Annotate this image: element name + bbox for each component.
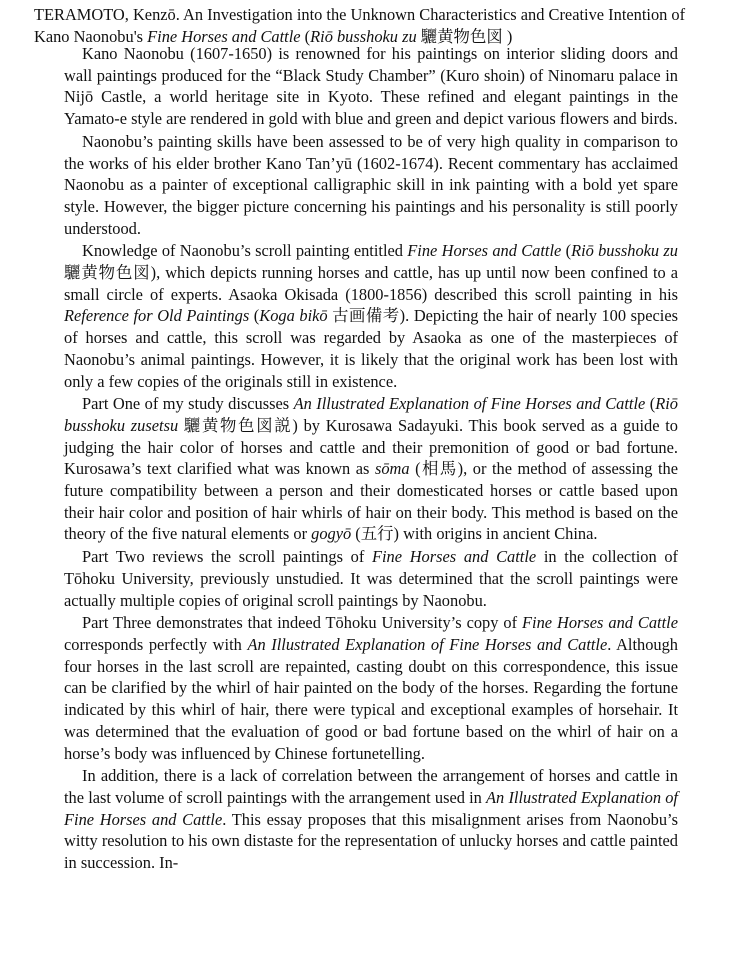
text-run: ( <box>561 241 572 261</box>
text-run: Part One of my study discusses <box>82 394 294 414</box>
text-run: 古画備考). Depicting the hair of nearly 100 species of horses and cattle, this scroll was regarded by Asaoka as one of the masterpieces of Naonobu’s animal paintings. However, it is likely that the original work has been lost with only a few copies of the originals still in existence. <box>64 306 678 391</box>
text-run: ( <box>645 394 656 414</box>
italic-text: An Illustrated Explanation of Fine Horses and Cattle <box>293 394 646 414</box>
text-run: 驪黄物色図), which depicts running horses and cattle, has up until now been confined to a small circle of experts. Asaoka Okisada (1800-1856) described this scroll painting in his <box>64 263 678 304</box>
article-heading <box>34 4 724 47</box>
text-run: . This essay proposes that this misalignment arises from Naonobu’s witty resolution to his own distaste for the representation of unlucky horses and cattle painted in succession. In- <box>64 809 678 873</box>
text-run: Part Two reviews the scroll paintings of <box>82 547 372 567</box>
text-run: (五行) with origins in ancient China. <box>351 524 598 544</box>
text-run: Naonobu’s painting skills have been assessed to be of very high quality in comparison to the works of his elder brother Kano Tan’yū (1602-1674). Recent commentary has acclaimed Naonobu as a painter of exceptional calligraphic skill in ink painting with a bold yet spare style. However, the bigger picture concerning his paintings and his personality is still poorly understood. <box>64 131 678 238</box>
italic-text: Fine Horses and Cattle <box>407 241 562 261</box>
italic-text: sōma <box>374 459 410 479</box>
text-run: Kano Naonobu (1607-1650) is renowned for his paintings on interior sliding doors and wall paintings produced for the “Black Study Chamber” (Kuro shoin) of Ninomaru palace in Nijō Castle, a world heritage site in Kyoto. These refined and elegant paintings in the Yamato-e style are rendered in gold with blue and green and depict various flowers and birds. <box>64 44 678 129</box>
title-paren-close: ) <box>502 26 513 46</box>
title-prefix: An Investigation into the Unknown Characteristics and Creative Intention of Kano Naonobu's <box>34 5 686 46</box>
italic-text: Reference for Old Paintings <box>64 306 250 326</box>
paragraph <box>64 393 678 545</box>
italic-text: Fine Horses and Cattle <box>522 613 678 633</box>
paragraph <box>64 43 678 130</box>
paragraph <box>64 612 678 764</box>
text-run: 驪黄物色図説) by Kurosawa Sadayuki. This book served as a guide to judging the hair color of horses and cattle and their premonition of good or bad fortune. Kurosawa’s text clarified what was known as <box>64 415 678 479</box>
title-kanji: 驪黄物色図 <box>416 26 503 46</box>
title-work-italic: Fine Horses and Cattle <box>147 26 301 46</box>
text-run: corresponds perfectly with <box>64 634 248 654</box>
paragraph <box>64 765 678 874</box>
italic-text: An Illustrated Explanation of Fine Horses and Cattle <box>64 787 678 829</box>
italic-text: Koga bikō <box>259 306 328 326</box>
text-run: (相馬), or the method of assessing the future compatibility between a person and their domesticated horses or cattle based upon their hair color and position of hair whirls of hair on their body. This method is based on the theory of the five natural elements or <box>64 459 678 544</box>
italic-text: Riō busshoku zusetsu <box>64 394 678 435</box>
paragraph <box>64 546 678 611</box>
text-run: Knowledge of Naonobu’s scroll painting entitled <box>82 241 408 261</box>
text-run: . Although four horses in the last scroll are repainted, casting doubt on this correspondence, this issue can be clarified by the whirl of hair painted on the body of the horses. Regarding the fortune indicated by this whirl of hair, there were typical and exceptional examples of horsehair. It was determined that the evaluation of good or bad fortune based on the whirl of hair on a horse’s body was influenced by Chinese fortunetelling. <box>64 634 678 763</box>
author-name: TERAMOTO, Kenzō. <box>34 5 180 24</box>
title-paren-open: ( <box>300 26 311 46</box>
italic-text: An Illustrated Explanation of Fine Horses and Cattle <box>247 634 608 654</box>
text-run: Part Three demonstrates that indeed Tōhoku University’s copy of <box>82 613 522 633</box>
italic-text: Fine Horses and Cattle <box>371 547 537 567</box>
text-run: in the collection of Tōhoku University, previously unstudied. It was determined that the scroll paintings were actually multiple copies of original scroll paintings by Naonobu. <box>64 547 678 610</box>
abstract-body <box>64 43 678 874</box>
text-run: In addition, there is a lack of correlation between the arrangement of horses and cattle in the last volume of scroll paintings with the arrangement used in <box>64 766 678 807</box>
paragraph <box>64 240 678 392</box>
text-run: ( <box>249 306 260 326</box>
paragraph <box>64 131 678 240</box>
italic-text: gogyō <box>311 524 352 544</box>
title-romaji-italic: Riō busshoku zu <box>310 26 417 46</box>
italic-text: Riō busshoku zu <box>571 241 678 261</box>
